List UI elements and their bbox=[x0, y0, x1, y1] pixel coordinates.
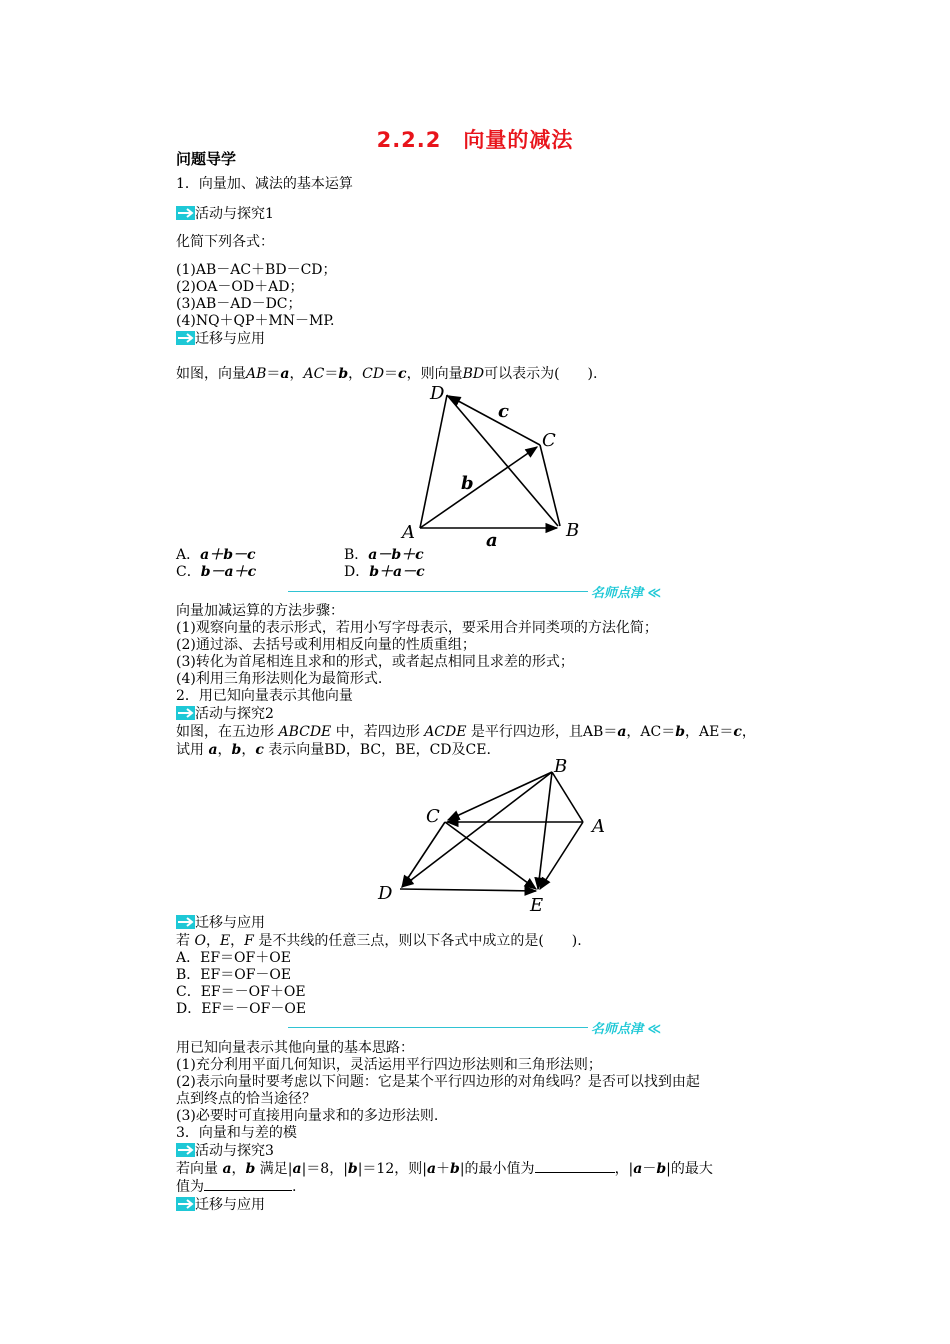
edge-cb bbox=[540, 445, 560, 526]
label-e: E bbox=[530, 895, 544, 916]
tip-item: (1)观察向量的表示形式，若用小写字母表示，要采用合并同类项的方法化简； bbox=[176, 620, 658, 636]
practice3-tag bbox=[176, 1197, 265, 1214]
tips-badge: 名师点津 ≪ bbox=[591, 1022, 662, 1037]
label-b: B bbox=[554, 756, 568, 777]
label-vector-a: a bbox=[486, 530, 498, 548]
edge-ad bbox=[420, 395, 447, 528]
label-a: A bbox=[402, 522, 415, 543]
tip-item: (3)必要时可直接用向量求和的多边形法则. bbox=[176, 1108, 439, 1124]
label-c: C bbox=[542, 430, 556, 451]
label-vector-c: c bbox=[498, 401, 509, 422]
option-a: A．a＋b－c bbox=[176, 547, 256, 563]
option-a: A．EF＝OF＋OE bbox=[176, 950, 291, 966]
option-d: D．EF＝－OF－OE bbox=[176, 1001, 307, 1017]
list-item: (1)AB－AC＋BD－CD； bbox=[176, 262, 337, 278]
arrow-right-icon bbox=[176, 331, 195, 345]
tip-item: (1)充分利用平面几何知识，灵活运用平行四边形法则和三角形法则； bbox=[176, 1057, 602, 1073]
practice1-label: 迁移与应用 bbox=[195, 331, 265, 347]
answer-blank bbox=[204, 1190, 292, 1191]
vector-c bbox=[449, 396, 540, 445]
activity2-tag bbox=[176, 706, 274, 723]
section1-heading: 1．向量加、减法的基本运算 bbox=[176, 176, 353, 192]
label-b: B bbox=[566, 520, 580, 541]
arrow-right-icon bbox=[176, 706, 195, 720]
label-c: C bbox=[426, 806, 440, 827]
vector-be bbox=[538, 772, 552, 889]
label-d: D bbox=[378, 883, 393, 904]
vector-ae bbox=[540, 822, 583, 889]
label-vector-b: b bbox=[461, 473, 474, 494]
practice1-question: 如图，向量AB＝a，AC＝b，CD＝c，则向量BD可以表示为( ). bbox=[176, 366, 598, 382]
activity2-label: 活动与探究2 bbox=[195, 706, 274, 722]
figure-quadrilateral bbox=[390, 378, 600, 548]
vector-bd bbox=[402, 772, 552, 887]
practice2-tag bbox=[176, 915, 265, 932]
option-b: B．EF＝OF－OE bbox=[176, 967, 292, 983]
section2-heading: 2．用已知向量表示其他向量 bbox=[176, 688, 353, 704]
tips-badge: 名师点津 ≪ bbox=[591, 586, 662, 601]
activity1-tag bbox=[176, 206, 274, 223]
page-title: 2.2.2 向量的减法 bbox=[376, 128, 574, 152]
tip-item: 点到终点的恰当途径？ bbox=[176, 1091, 316, 1107]
tips2-heading: 用已知向量表示其他向量的基本思路： bbox=[176, 1040, 414, 1056]
edge-ab bbox=[552, 772, 583, 822]
arrow-right-icon bbox=[176, 206, 195, 220]
option-c: C．b－a＋c bbox=[176, 564, 257, 580]
answer-blank bbox=[535, 1172, 615, 1173]
practice2-question: 若 O，E，F 是不共线的任意三点，则以下各式中成立的是( ). bbox=[176, 933, 582, 949]
list-item: (2)OA－OD＋AD； bbox=[176, 279, 304, 295]
guide-heading: 问题导学 bbox=[176, 150, 237, 168]
option-b: B．a－b＋c bbox=[344, 547, 424, 563]
vector-ce bbox=[445, 822, 536, 889]
activity3-label: 活动与探究3 bbox=[195, 1143, 274, 1159]
practice3-label: 迁移与应用 bbox=[195, 1197, 265, 1213]
option-c: C．EF＝－OF＋OE bbox=[176, 984, 306, 1000]
activity1-prompt: 化简下列各式： bbox=[176, 234, 274, 250]
arrow-right-icon bbox=[176, 915, 195, 929]
practice2-label: 迁移与应用 bbox=[195, 915, 265, 931]
tip-item: (2)通过添、去括号或利用相反向量的性质重组； bbox=[176, 637, 476, 653]
practice1-tag bbox=[176, 331, 265, 348]
list-item: (4)NQ＋QP＋MN－MP. bbox=[176, 313, 335, 329]
activity2-line1: 如图，在五边形 ABCDE 中，若四边形 ACDE 是平行四边形，且AB＝a，AC＝b，AE＝c， bbox=[176, 724, 756, 740]
section3-heading: 3．向量和与差的模 bbox=[176, 1125, 297, 1141]
vector-de bbox=[400, 889, 536, 891]
activity3-line1: 若向量 a，b 满足|a|＝8，|b|＝12，则|a＋b|的最小值为 ，|a－b|的最大 bbox=[176, 1161, 713, 1177]
divider bbox=[288, 591, 588, 592]
divider bbox=[288, 1027, 588, 1028]
activity1-label: 活动与探究1 bbox=[195, 206, 274, 222]
option-d: D．b＋a－c bbox=[344, 564, 425, 580]
arrow-right-icon bbox=[176, 1143, 195, 1157]
tip-item: (2)表示向量时要考虑以下问题：它是某个平行四边形的对角线吗？是否可以找到由起 bbox=[176, 1074, 700, 1090]
figure-pentagon bbox=[370, 752, 620, 917]
tip-item: (3)转化为首尾相连且求和的形式，或者起点相同且求差的形式； bbox=[176, 654, 574, 670]
activity3-tag bbox=[176, 1143, 274, 1160]
tip-item: (4)利用三角形法则化为最简形式. bbox=[176, 671, 383, 687]
vector-cd bbox=[402, 822, 445, 887]
activity3-line2: 值为 . bbox=[176, 1179, 297, 1195]
label-a: A bbox=[592, 816, 605, 837]
activity2-line2: 试用 a，b，c 表示向量BD，BC，BE，CD及CE. bbox=[176, 742, 491, 758]
label-d: D bbox=[430, 383, 445, 404]
vector-b bbox=[420, 447, 537, 528]
list-item: (3)AB－AD－DC； bbox=[176, 296, 302, 312]
tips1-heading: 向量加减运算的方法步骤： bbox=[176, 603, 344, 619]
arrow-right-icon bbox=[176, 1197, 195, 1211]
